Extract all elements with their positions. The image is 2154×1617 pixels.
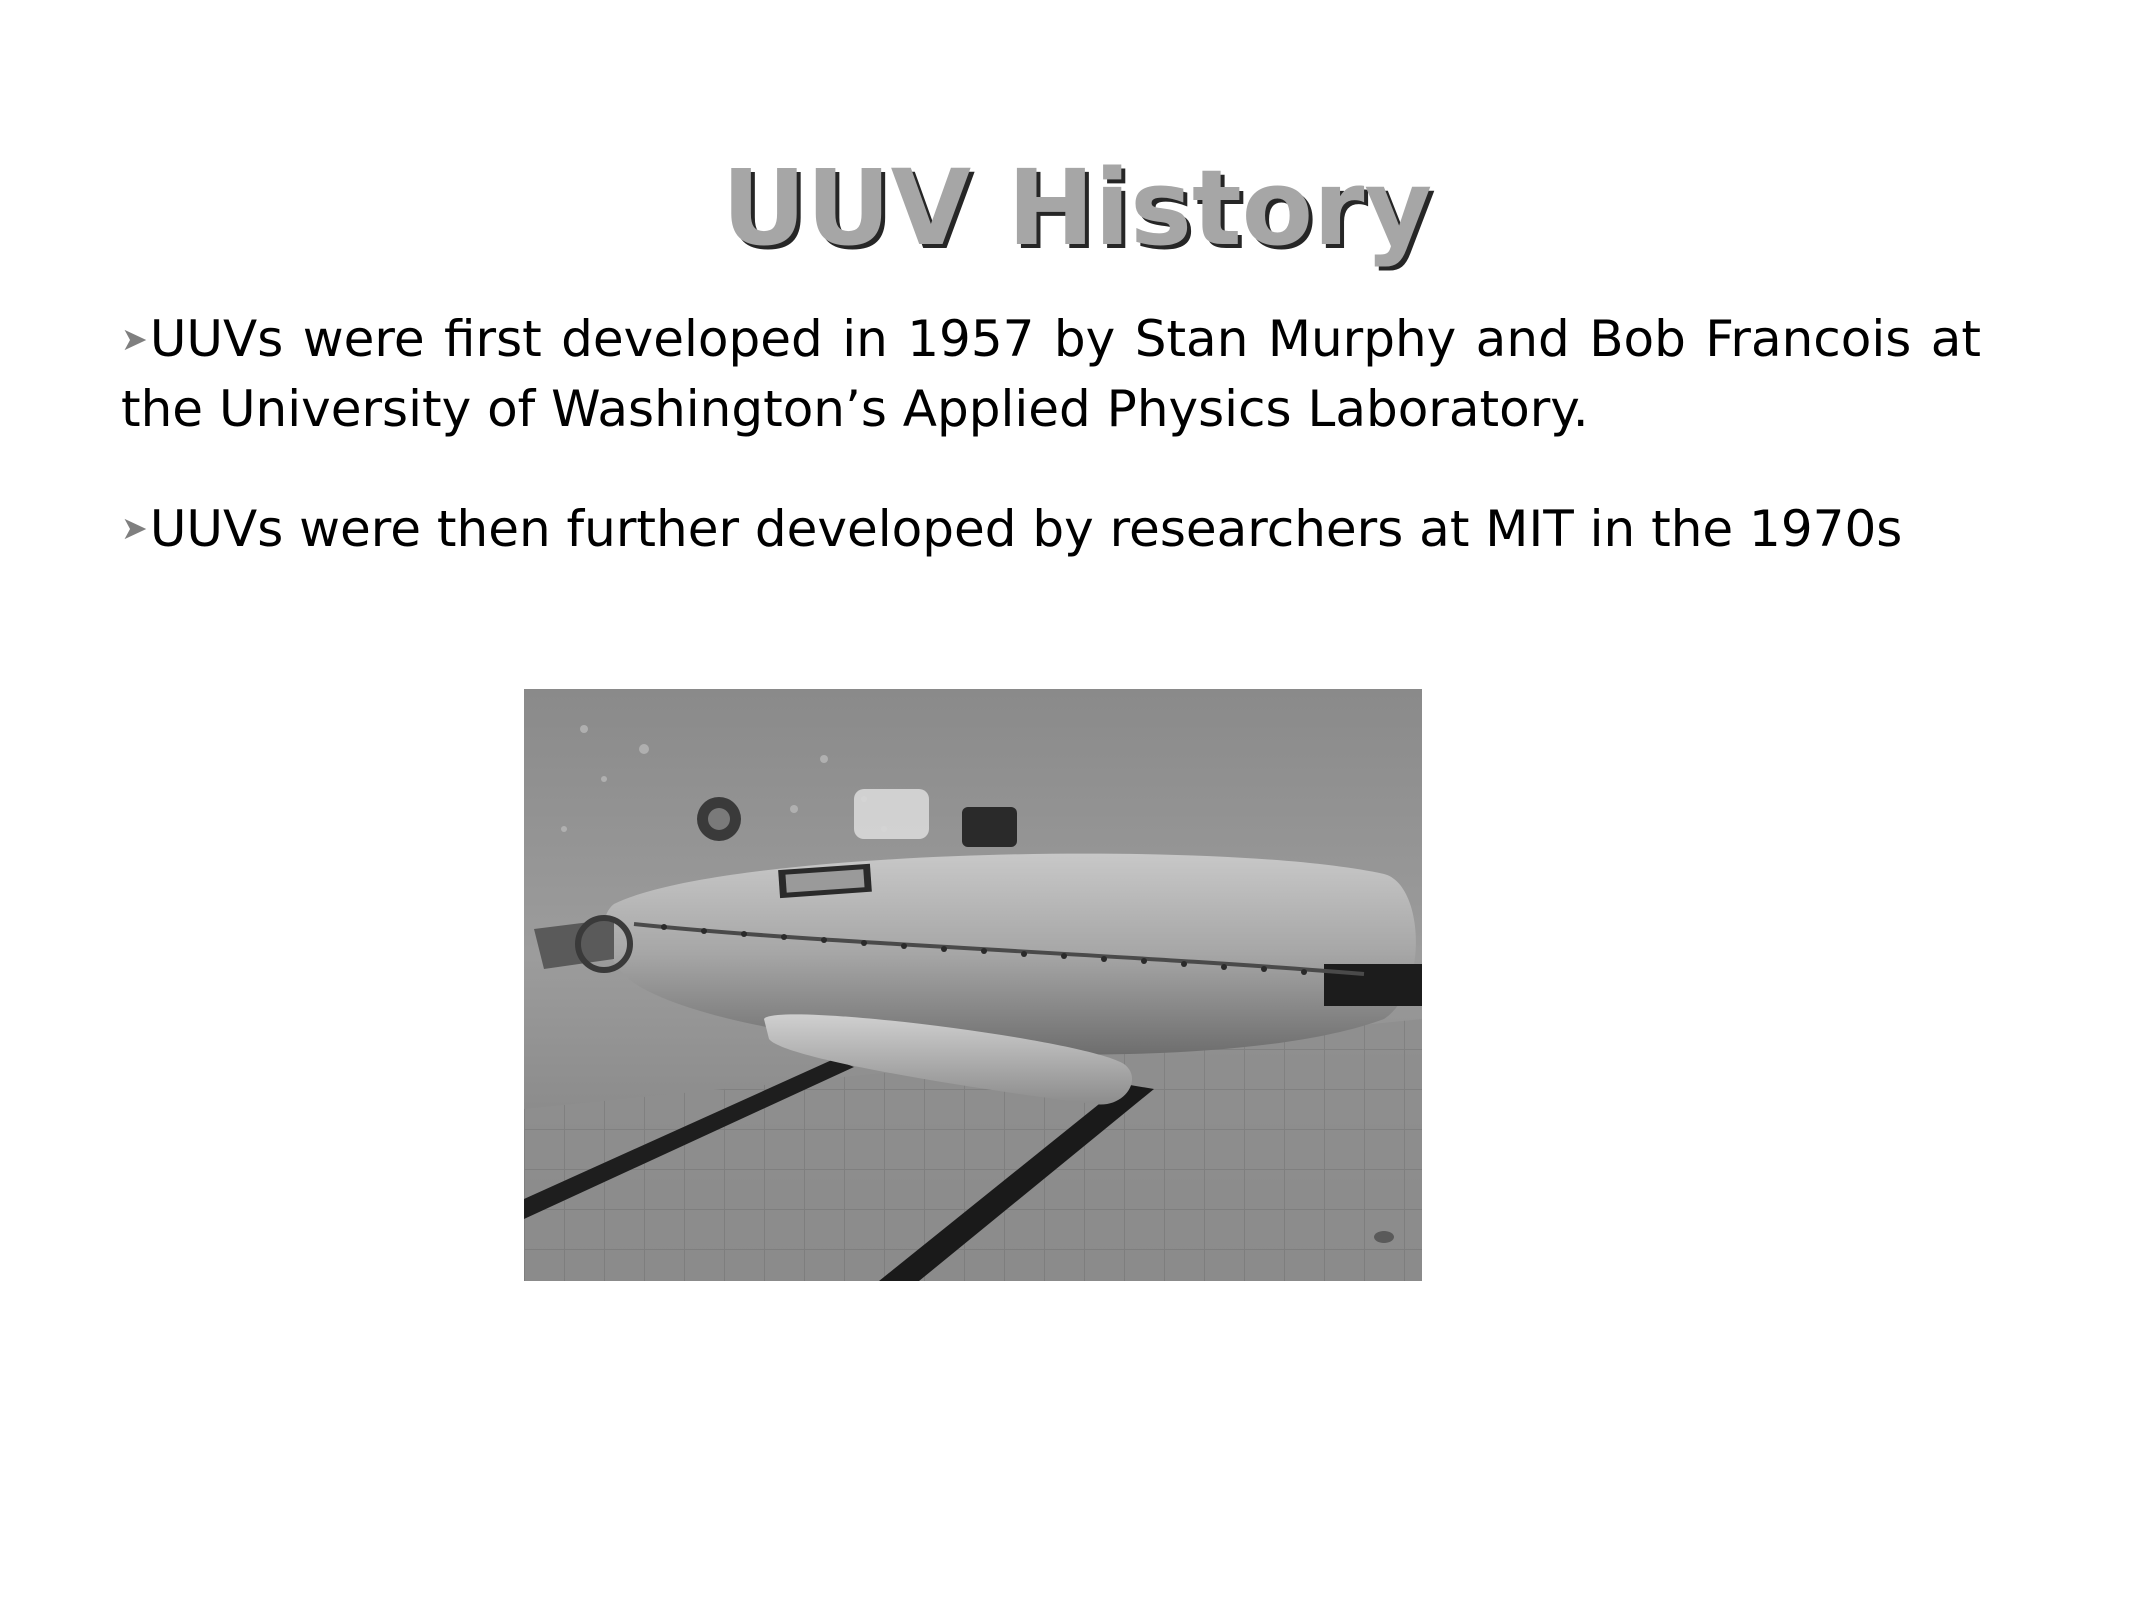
arrow-bullet-icon: ➤ — [121, 319, 148, 358]
uuv-photo-graphic — [524, 689, 1422, 1281]
bullet-text: UUVs were first developed in 1957 by Stan Murphy and Bob Francois at the University of Washington’s Applied Physics Laboratory. — [121, 310, 1981, 438]
arrow-bullet-icon: ➤ — [121, 509, 148, 547]
bullet-item — [121, 496, 1981, 566]
uuv-photo — [524, 689, 1422, 1281]
bullet-list — [121, 306, 1981, 619]
bullet-text: UUVs were then further developed by researchers at MIT in the 1970s — [149, 499, 1903, 558]
slide-title: UUV History — [721, 147, 1433, 269]
bullet-item — [121, 306, 1981, 442]
